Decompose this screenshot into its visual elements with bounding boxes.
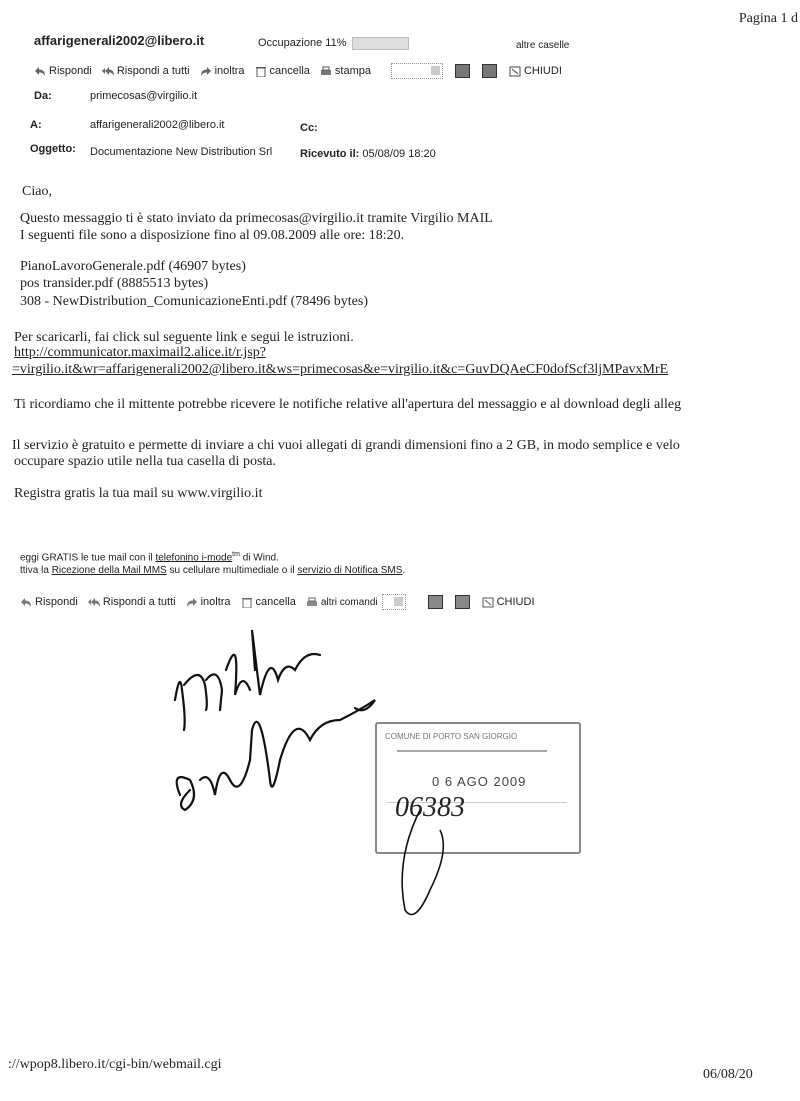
reply-button[interactable]: Rispondi bbox=[20, 596, 78, 608]
reply-all-button[interactable]: Rispondi a tutti bbox=[102, 65, 190, 77]
stamp-date: 0 6 AGO 2009 bbox=[432, 774, 527, 789]
promo-mms: ttiva la Ricezione della Mail MMS su cellulare multimediale o il servizio di Notifica SMS. bbox=[20, 565, 406, 576]
service-text-cont: occupare spazio utile nella tua casella di posta. bbox=[14, 454, 277, 469]
download-instructions: Per scaricarli, fai click sul seguente link e segui le istruzioni. bbox=[14, 330, 354, 345]
imode-link[interactable]: telefonino i-mode bbox=[155, 552, 233, 564]
reply-all-icon bbox=[88, 597, 100, 608]
mms-link[interactable]: Ricezione della Mail MMS bbox=[51, 565, 167, 576]
register-text: Registra gratis la tua mail su www.virgilio.it bbox=[14, 486, 263, 501]
print-button[interactable]: stampa bbox=[320, 65, 371, 77]
folder-select[interactable] bbox=[391, 63, 443, 79]
reply-all-icon bbox=[102, 66, 114, 77]
reply-icon bbox=[34, 66, 46, 77]
sms-notify-link[interactable]: servizio di Notifica SMS bbox=[297, 565, 403, 576]
printer-icon bbox=[320, 66, 332, 77]
other-boxes-link[interactable]: altre caselle bbox=[516, 40, 570, 51]
handwritten-signature bbox=[160, 610, 400, 850]
promo-imode: eggi GRATIS le tue mail con il telefonino i-mode$^{tm}$ di Wind. bbox=[20, 551, 279, 564]
reminder-text: Ti ricordiamo che il mittente potrebbe ricevere le notifiche relative all'apertura del messaggio e al download degli alleg bbox=[14, 397, 682, 412]
account-email: affarigenerali2002@libero.it bbox=[34, 33, 205, 48]
page-number: Pagina 1 d bbox=[738, 11, 798, 26]
more-commands-dropdown[interactable] bbox=[382, 594, 406, 610]
trash-icon bbox=[241, 597, 253, 608]
dropdown-arrow-icon bbox=[431, 66, 440, 75]
copy-icon[interactable] bbox=[482, 64, 497, 78]
close-icon bbox=[482, 597, 494, 608]
stamp-title: COMUNE DI PORTO SAN GIORGIO bbox=[385, 732, 518, 741]
delete-button[interactable]: cancella bbox=[241, 596, 296, 608]
close-icon bbox=[509, 66, 521, 77]
move-icon[interactable] bbox=[455, 64, 470, 78]
close-button[interactable]: CHIUDI bbox=[509, 65, 562, 77]
footer-url: ://wpop8.libero.it/cgi-bin/webmail.cgi bbox=[8, 1057, 222, 1072]
download-link-params[interactable]: =virgilio.it&wr=affarigenerali2002@libero.it&ws=primecosas&e=virgilio.it&c=GuvDQAeCF0dofScf3ljMPavxMrE bbox=[12, 362, 669, 377]
body-line-sender: Questo messaggio ti è stato inviato da primecosas@virgilio.it tramite Virgilio MAIL bbox=[20, 211, 493, 226]
received-value: 05/08/09 18:20 bbox=[362, 148, 436, 160]
bottom-toolbar bbox=[20, 594, 545, 610]
file-item: PianoLavoroGenerale.pdf (46907 bytes) bbox=[20, 259, 246, 274]
stamp-protocol-number: 06383 bbox=[395, 792, 465, 823]
more-commands-select[interactable]: altri comandi bbox=[306, 594, 418, 610]
handwritten-flourish bbox=[390, 800, 510, 930]
file-item: 308 - NewDistribution_ComunicazioneEnti.pdf (78496 bytes) bbox=[20, 294, 368, 309]
received-field bbox=[300, 148, 436, 160]
forward-button[interactable]: inoltra bbox=[186, 596, 231, 608]
top-toolbar bbox=[34, 63, 572, 79]
body-line-availability: I seguenti file sono a disposizione fino al 09.08.2009 alle ore: 18:20. bbox=[20, 228, 405, 243]
occupancy-bar bbox=[352, 37, 409, 50]
footer-date: 06/08/20 bbox=[703, 1067, 753, 1082]
to-value: affarigenerali2002@libero.it bbox=[90, 119, 225, 131]
from-label: Da: bbox=[34, 90, 52, 102]
copy-icon[interactable] bbox=[455, 595, 470, 609]
download-link[interactable]: http://communicator.maximail2.alice.it/r.jsp? bbox=[14, 345, 266, 360]
dropdown-arrow-icon bbox=[394, 597, 403, 606]
close-button[interactable]: CHIUDI bbox=[482, 596, 535, 608]
to-label: A: bbox=[30, 119, 42, 131]
delete-button[interactable]: cancella bbox=[255, 65, 310, 77]
service-text: Il servizio è gratuito e permette di inviare a chi vuoi allegati di grandi dimensioni fino a 2 GB, in modo semplice e velo bbox=[12, 438, 680, 453]
printer-icon bbox=[306, 597, 318, 608]
from-value: primecosas@virgilio.it bbox=[90, 90, 198, 102]
move-icon[interactable] bbox=[428, 595, 443, 609]
body-greeting: Ciao, bbox=[22, 184, 52, 199]
subject-value: Documentazione New Distribution Srl bbox=[90, 146, 273, 158]
reply-icon bbox=[20, 597, 32, 608]
trash-icon bbox=[255, 66, 267, 77]
cc-label: Cc: bbox=[300, 122, 318, 134]
stamp-rule bbox=[397, 750, 547, 752]
forward-icon bbox=[186, 597, 198, 608]
reply-button[interactable]: Rispondi bbox=[34, 65, 92, 77]
occupancy-label: Occupazione 11% bbox=[258, 37, 347, 49]
file-item: pos transider.pdf (8885513 bytes) bbox=[20, 276, 209, 291]
forward-icon bbox=[200, 66, 212, 77]
subject-label: Oggetto: bbox=[30, 143, 76, 155]
reply-all-button[interactable]: Rispondi a tutti bbox=[88, 596, 176, 608]
received-label: Ricevuto il: bbox=[300, 148, 360, 160]
forward-button[interactable]: inoltra bbox=[200, 65, 245, 77]
